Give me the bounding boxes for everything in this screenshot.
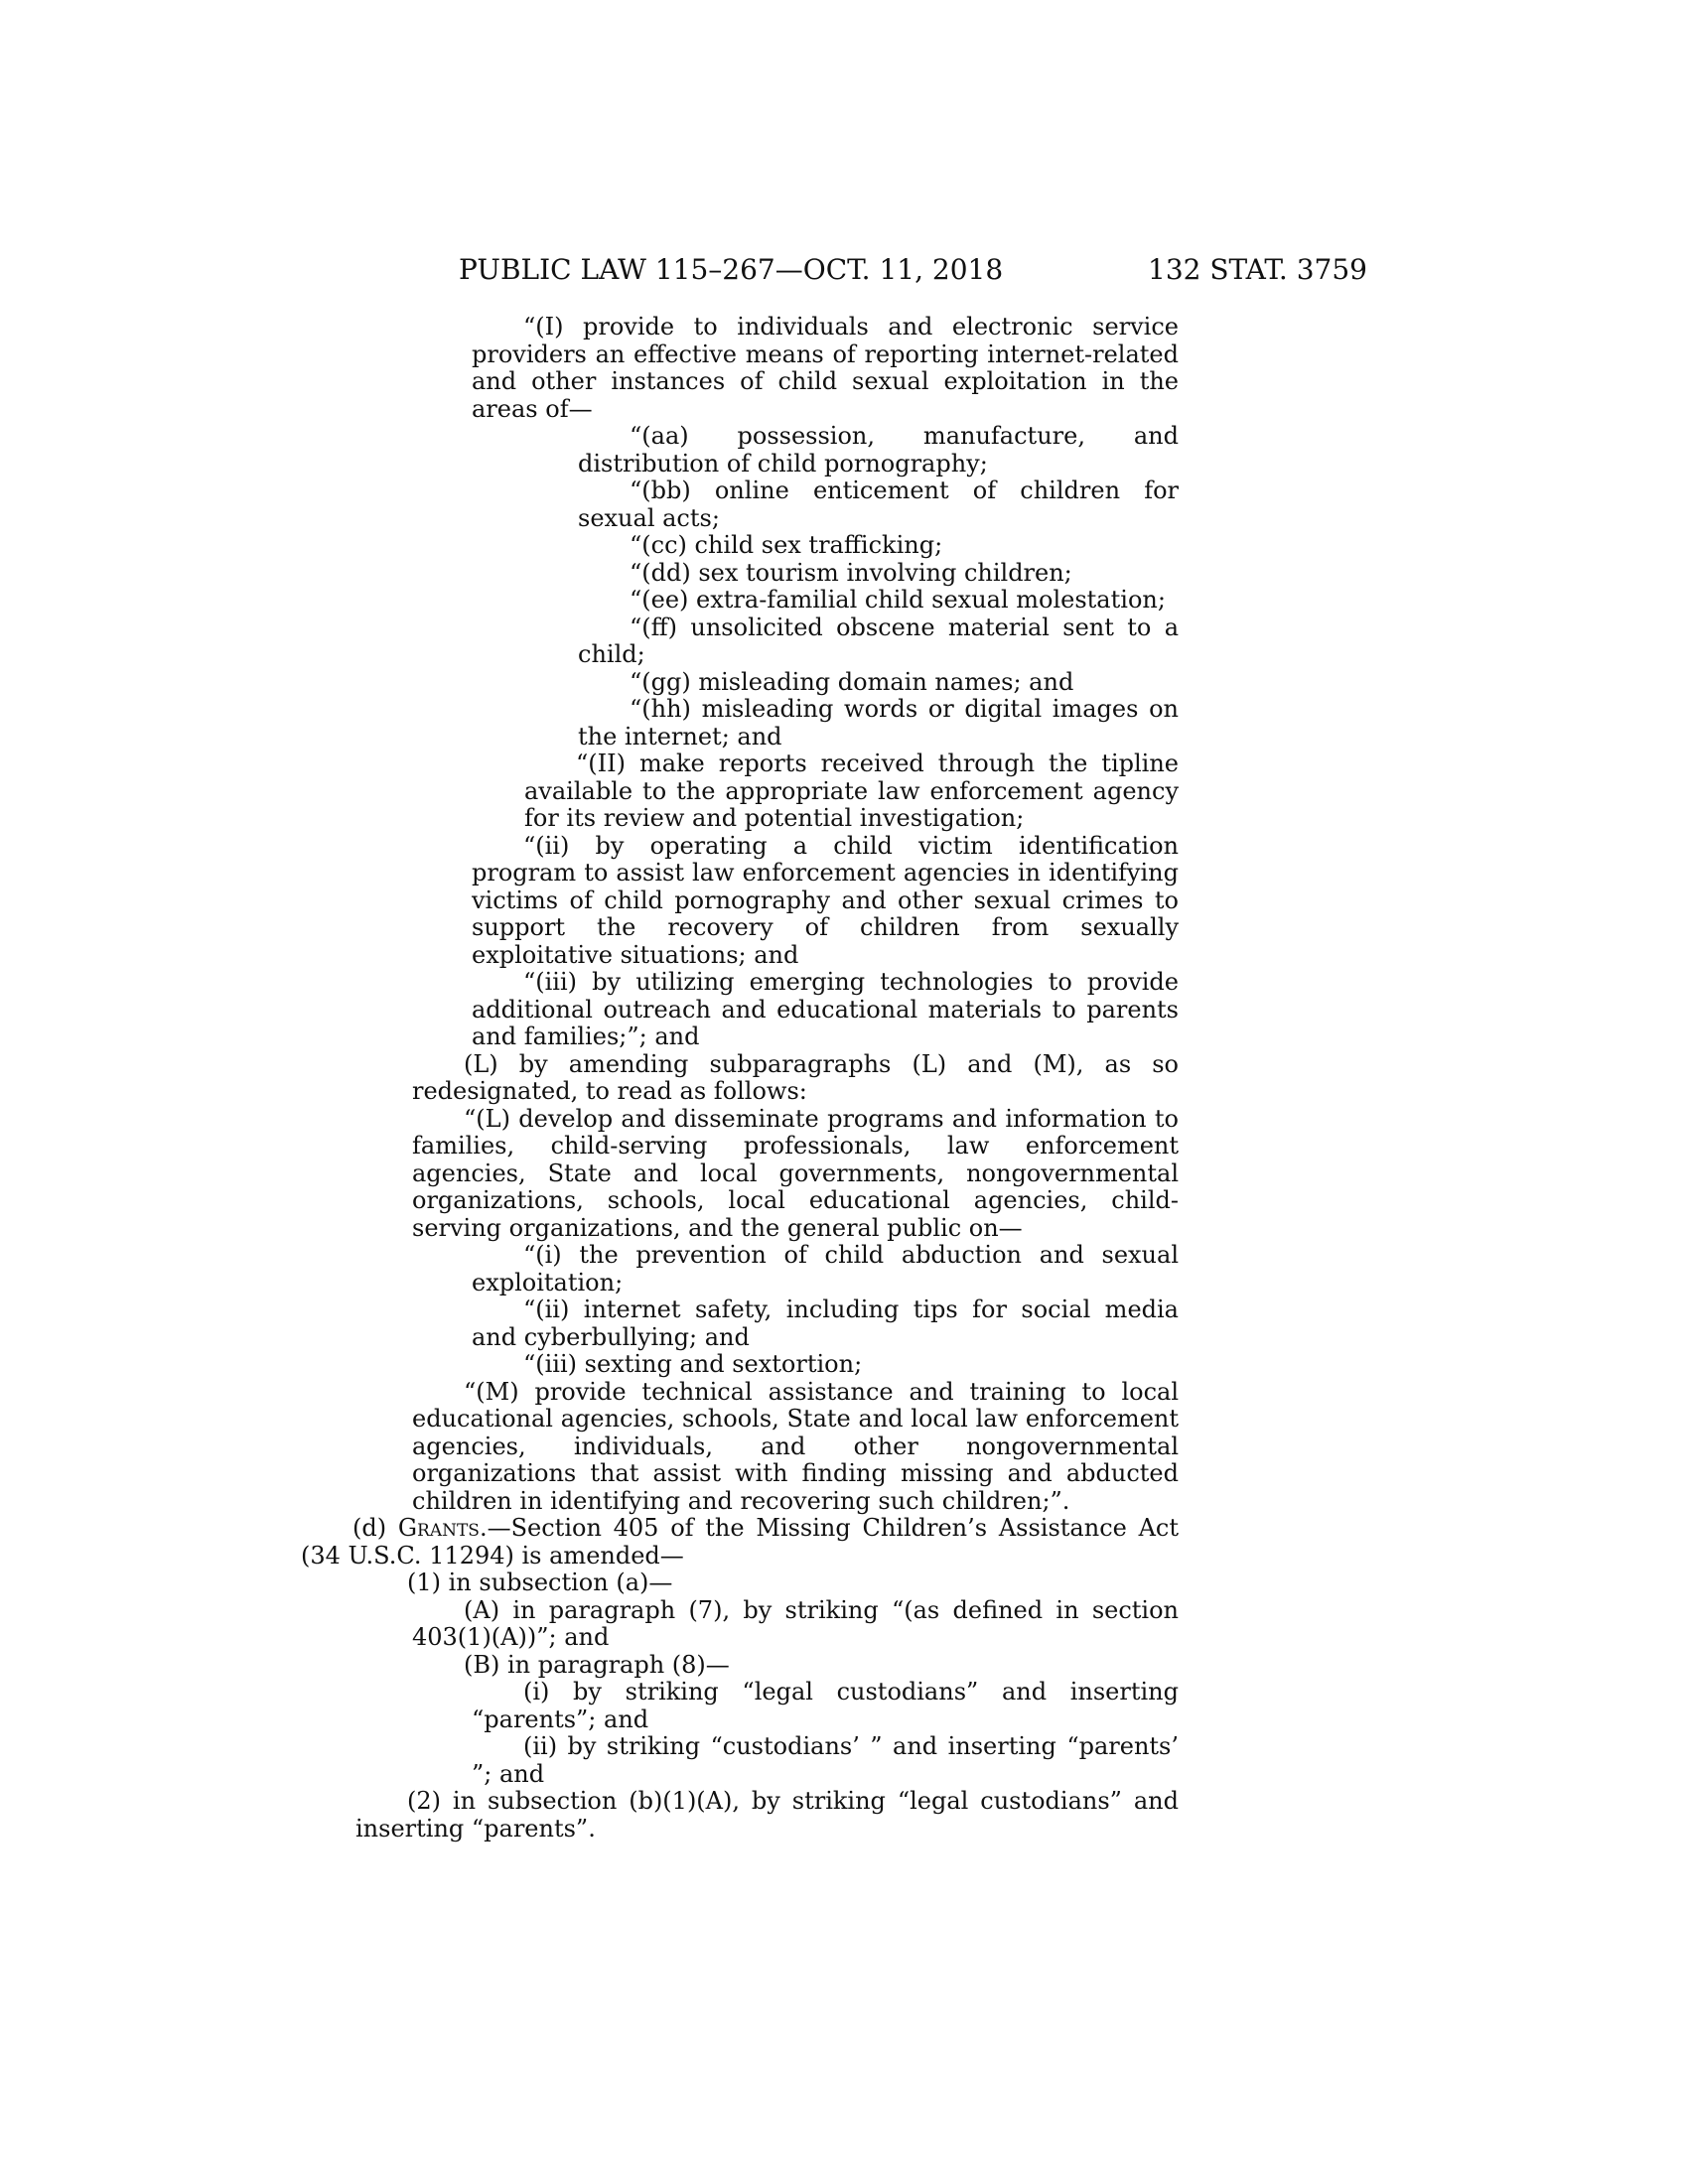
item-cc: “(cc) child sex trafficking; [630,531,943,559]
clause-ii: “(ii) by operating a child victim identification program to assist law enforcement agencies in identifying victims of child pornography and other sexual crimes to support the recovery of children from sexually exploitative situations; and [472,831,1179,969]
public-law-citation: PUBLIC LAW 115–267—OCT. 11, 2018 [459,253,1004,286]
item-dd: “(dd) sex tourism involving children; [630,558,1072,587]
quoted-subparagraph-M: “(M) provide technical assistance and training to local educational agencies, schools, State and local law enforcement agencies, individuals, and other nongovernmental organizations that assist with finding missing and abducted children in identifying and recovering such children;”. [412,1377,1179,1515]
quoted-clause-i: “(i) the prevention of child abduction and sexual exploitation; [472,1241,1179,1297]
clause-iii: “(iii) by utilizing emerging technologies to provide additional outreach and educational materials to parents and families;”; and [472,968,1179,1050]
subparagraph-A: (A) in paragraph (7), by striking “(as defined in section 403(1)(A))”; and [412,1595,1179,1651]
item-bb: “(bb) online enticement of children for sexual acts; [578,477,1179,532]
statute-text [0,314,1688,1843]
quoted-clause-iii: “(iii) sexting and sextortion; [523,1350,863,1378]
page-header [459,250,1367,290]
paragraph-2: (2) in subsection (b)(1)(A), by striking “legal custodians” and inserting “parents”. [355,1787,1179,1843]
item-gg: “(gg) misleading domain names; and [630,667,1074,696]
clause-II: “(II) make reports received through the tipline available to the appropriate law enforcement agency for its review and potential investigation; [524,750,1179,832]
item-hh: “(hh) misleading words or digital images on the internet; and [578,695,1179,751]
clause-ii-striking: (ii) by striking “custodians’ ” and inserting “parents’ ”; and [472,1732,1179,1788]
quoted-subparagraph-L: “(L) develop and disseminate programs and information to families, child-serving professionals, law enforcement agencies, State and local governments, nongovernmental organizations, schools, local educational agencies, child-serving organizations, and the general public on— [412,1104,1179,1242]
subparagraph-B: (B) in paragraph (8)— [464,1650,730,1679]
clause-i-striking: (i) by striking “legal custodians” and inserting “parents”; and [472,1678,1179,1733]
item-aa: “(aa) possession, manufacture, and distribution of child pornography; [578,422,1179,478]
statute-page-number: 132 STAT. 3759 [1148,253,1367,286]
item-ee: “(ee) extra-familial child sexual molestation; [630,586,1166,614]
item-ff: “(ff) unsolicited obscene material sent to a child; [578,613,1179,668]
subsection-d-grants [301,1515,1179,1570]
subsection-d-heading: Grants [397,1514,480,1542]
subparagraph-L-amendment: (L) by amending subparagraphs (L) and (M), as so redesignated, to read as follows: [412,1049,1179,1105]
subsection-d-prefix: (d) [352,1514,398,1542]
paragraph-1: (1) in subsection (a)— [407,1569,673,1596]
quoted-clause-ii: “(ii) internet safety, including tips for social media and cyberbullying; and [472,1296,1179,1351]
subsection-d-text: .—Section 405 of the Missing Children’s Assistance Act (34 U.S.C. 11294) is amended— [301,1514,1179,1570]
clause-I: “(I) provide to individuals and electronic service providers an effective means of reporting internet-related and other instances of child sexual exploitation in the areas of— [472,313,1179,423]
